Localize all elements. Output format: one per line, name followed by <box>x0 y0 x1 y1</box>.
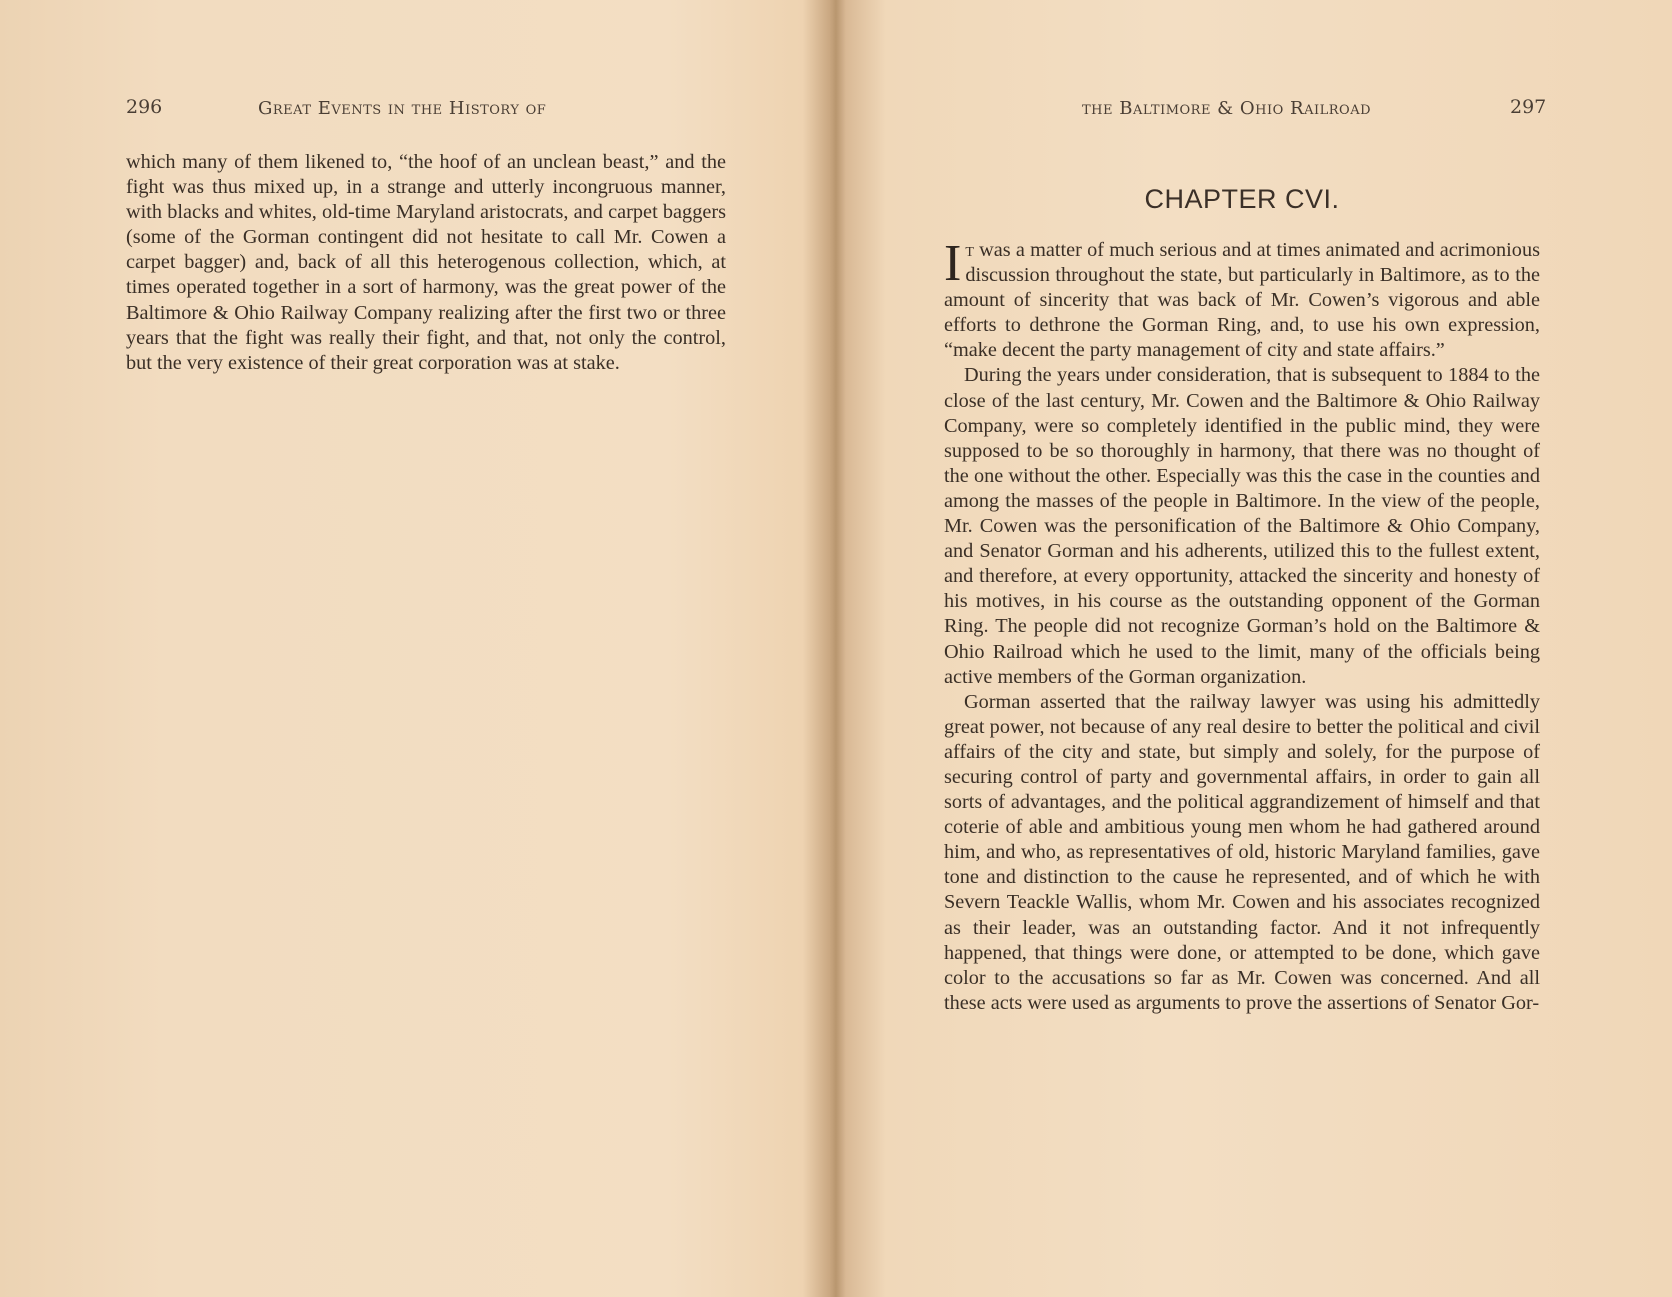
drop-cap: I <box>944 235 962 292</box>
right-running-head: the Baltimore & Ohio Railroad <box>1082 98 1372 119</box>
left-page <box>0 0 834 1297</box>
right-page <box>838 0 1672 1297</box>
left-paragraph-1: which many of them likened to, “the hoof of an unclean beast,” and the fight was thus mixed up, in a strange and utterly incongruous manner, with blacks and whites, old-time Maryland aristocrats, and carpet baggers (some of the Gorman contingent did not hesitate to call Mr. Cowen a carpet bagger) and, back of all this heterogenous collection, which, at times operated together in a sort of harmony, was the great power of the Baltimore & Ohio Railway Company realizing after the first two or three years that the fight was really their fight, and that, not only the control, but the very existence of their great corporation was at stake. <box>126 151 726 374</box>
chapter-title: CHAPTER CVI. <box>1144 184 1340 214</box>
right-paragraph-2: During the years under consideration, that is subsequent to 1884 to the close of the last century, Mr. Cowen and the Baltimore & Ohio Railway Company, were so completely identified in the public mind, they were supposed to be so thoroughly in harmony, that there was no thought of the one without the other. Especially was this the case in the counties and among the masses of the people in Baltimore. In the view of the people, Mr. Cowen was the personification of the Baltimore & Ohio Company, and Senator Gorman and his adherents, utilized this to the fullest extent, and therefore, at every opportunity, attacked the sincerity and honesty of his motives, in his course as the outstanding opponent of the Gorman Ring. The people did not recognize Gorman’s hold on the Baltimore & Ohio Railroad which he used to the limit, many of the officials being active members of the Gorman organization. <box>944 364 1540 688</box>
right-paragraph-1 <box>944 235 1540 363</box>
right-page-number: 297 <box>1510 96 1547 118</box>
left-body-text <box>126 150 726 376</box>
first-word-rest: t <box>965 239 974 261</box>
right-body-text <box>944 235 1540 1016</box>
left-running-head: Great Events in the History of <box>258 98 547 119</box>
left-page-number: 296 <box>126 96 163 118</box>
right-paragraph-3: Gorman asserted that the railway lawyer was using his admittedly great power, not because of any real desire to better the political and civil affairs of the city and state, but simply and solely, for the purpose of securing control of party and governmental affairs, in order to gain all sorts of advantages, and the political aggrandizement of himself and that coterie of able and ambitious young men whom he had gathered around him, and who, as representatives of old, historic Maryland families, gave tone and distinction to the cause he represented, and of which he with Severn Teackle Wallis, whom Mr. Cowen and his associates recognized as their leader, was an outstanding factor. And it not infrequently happened, that things were done, or attempted to be done, which gave color to the accusations so far as Mr. Cowen was concerned. And all these acts were used as arguments to prove the assertions of Senator Gor- <box>944 690 1540 1014</box>
right-paragraph-1-text: was a matter of much serious and at times animated and acrimonious discussion throughout the state, but particularly in Baltimore, as to the amount of sincerity that was back of Mr. Cowen’s vigorous and able efforts to dethrone the Gorman Ring, and, to use his own expression, “make decent the party management of city and state affairs.” <box>944 239 1540 362</box>
